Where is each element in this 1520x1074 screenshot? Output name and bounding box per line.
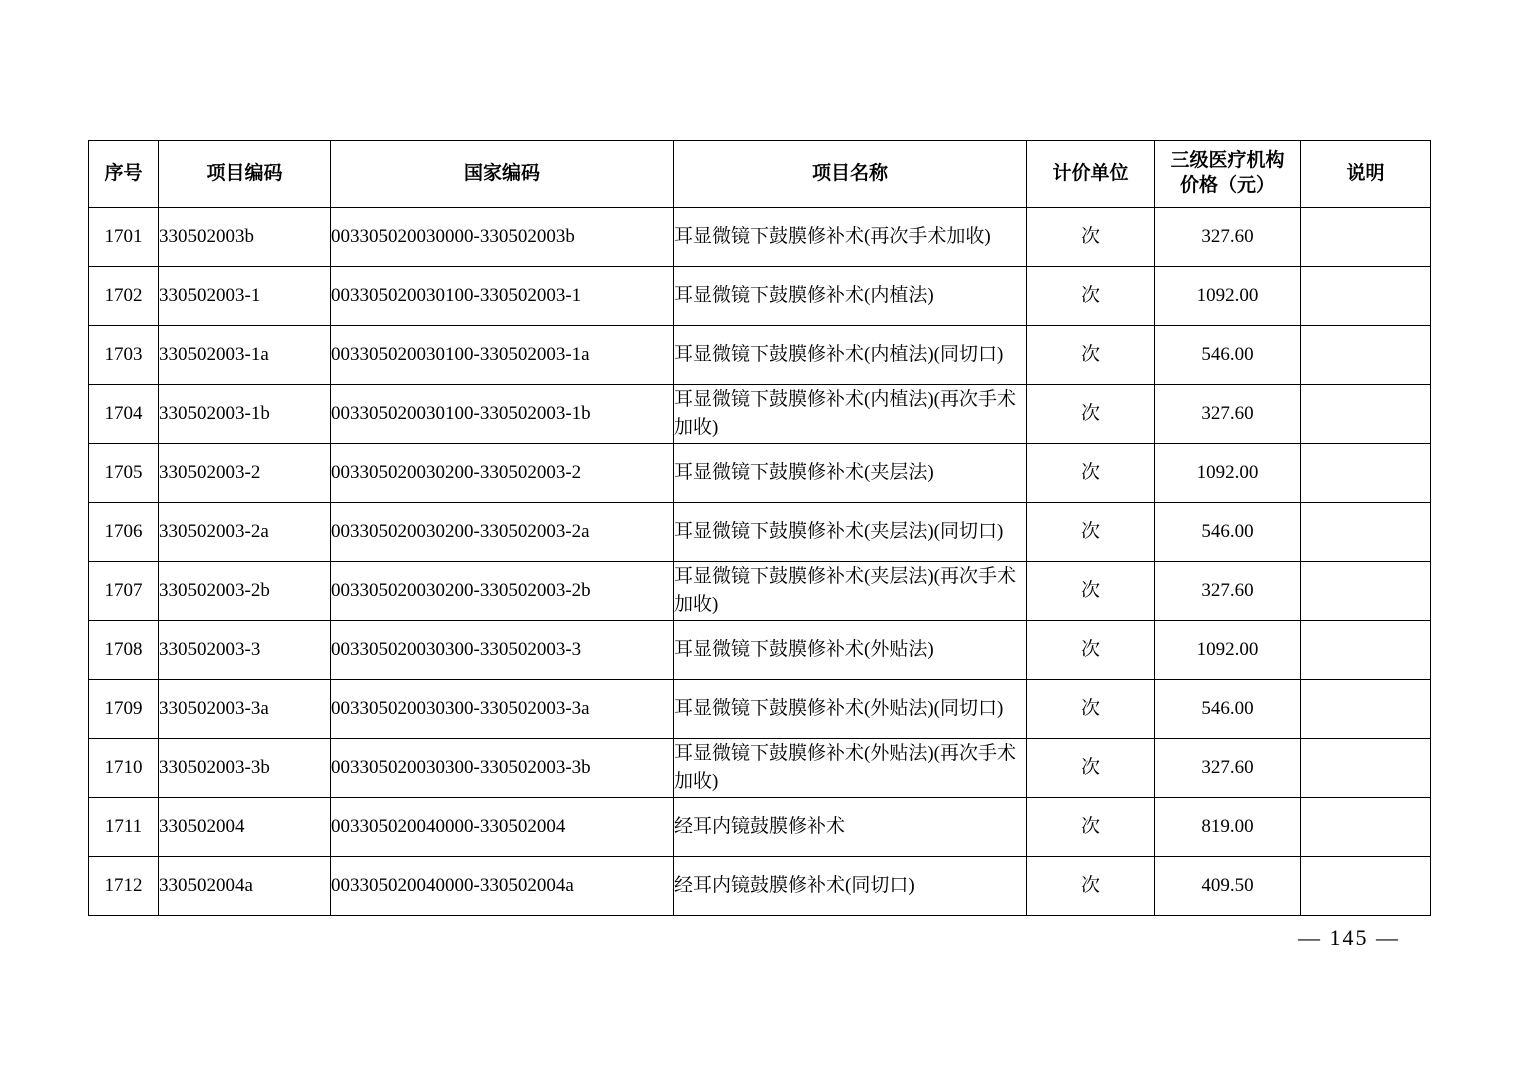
cell-seq: 1707 bbox=[89, 562, 159, 621]
cell-price: 819.00 bbox=[1155, 798, 1301, 857]
column-header-unit: 计价单位 bbox=[1027, 141, 1155, 208]
cell-unit: 次 bbox=[1027, 798, 1155, 857]
cell-national-code: 003305020030300-330502003-3b bbox=[331, 739, 674, 798]
cell-item-name: 耳显微镜下鼓膜修补术(外贴法)(同切口) bbox=[674, 680, 1027, 739]
cell-seq: 1701 bbox=[89, 208, 159, 267]
column-header-price-line1: 三级医疗机构 bbox=[1170, 150, 1285, 172]
cell-seq: 1706 bbox=[89, 503, 159, 562]
table-header bbox=[89, 141, 1431, 208]
cell-unit: 次 bbox=[1027, 562, 1155, 621]
cell-national-code: 003305020030300-330502003-3a bbox=[331, 680, 674, 739]
cell-unit: 次 bbox=[1027, 267, 1155, 326]
cell-national-code: 003305020030100-330502003-1a bbox=[331, 326, 674, 385]
table-row bbox=[89, 503, 1431, 562]
page-number: — 145 — bbox=[1298, 925, 1400, 950]
cell-national-code: 003305020030000-330502003b bbox=[331, 208, 674, 267]
table-row bbox=[89, 385, 1431, 444]
cell-price: 327.60 bbox=[1155, 385, 1301, 444]
medical-price-table bbox=[88, 140, 1431, 916]
cell-item-code: 330502003-2b bbox=[159, 562, 331, 621]
table-row bbox=[89, 798, 1431, 857]
cell-unit: 次 bbox=[1027, 680, 1155, 739]
table-row bbox=[89, 562, 1431, 621]
cell-price: 1092.00 bbox=[1155, 444, 1301, 503]
table-body bbox=[89, 208, 1431, 916]
cell-item-code: 330502003b bbox=[159, 208, 331, 267]
cell-national-code: 003305020030200-330502003-2 bbox=[331, 444, 674, 503]
table-row bbox=[89, 739, 1431, 798]
cell-national-code: 003305020030300-330502003-3 bbox=[331, 621, 674, 680]
cell-seq: 1712 bbox=[89, 857, 159, 916]
table-row bbox=[89, 621, 1431, 680]
cell-unit: 次 bbox=[1027, 326, 1155, 385]
cell-item-code: 330502003-1 bbox=[159, 267, 331, 326]
column-header-price-line2: 价格（元） bbox=[1179, 175, 1275, 196]
cell-seq: 1702 bbox=[89, 267, 159, 326]
cell-seq: 1704 bbox=[89, 385, 159, 444]
table-row bbox=[89, 857, 1431, 916]
cell-item-name: 耳显微镜下鼓膜修补术(内植法) bbox=[674, 267, 1027, 326]
cell-note bbox=[1301, 857, 1431, 916]
cell-national-code: 003305020040000-330502004 bbox=[331, 798, 674, 857]
cell-national-code: 003305020030200-330502003-2a bbox=[331, 503, 674, 562]
cell-seq: 1703 bbox=[89, 326, 159, 385]
cell-item-name: 经耳内镜鼓膜修补术 bbox=[674, 798, 1027, 857]
column-header-seq: 序号 bbox=[89, 141, 159, 208]
cell-unit: 次 bbox=[1027, 739, 1155, 798]
cell-note bbox=[1301, 562, 1431, 621]
cell-item-code: 330502004 bbox=[159, 798, 331, 857]
cell-price: 546.00 bbox=[1155, 680, 1301, 739]
cell-unit: 次 bbox=[1027, 621, 1155, 680]
cell-seq: 1711 bbox=[89, 798, 159, 857]
cell-unit: 次 bbox=[1027, 857, 1155, 916]
cell-unit: 次 bbox=[1027, 503, 1155, 562]
cell-item-code: 330502003-3 bbox=[159, 621, 331, 680]
cell-price: 327.60 bbox=[1155, 739, 1301, 798]
cell-note bbox=[1301, 680, 1431, 739]
cell-seq: 1708 bbox=[89, 621, 159, 680]
column-header-item-name: 项目名称 bbox=[674, 141, 1027, 208]
cell-item-code: 330502003-1b bbox=[159, 385, 331, 444]
cell-unit: 次 bbox=[1027, 444, 1155, 503]
cell-item-name: 耳显微镜下鼓膜修补术(再次手术加收) bbox=[674, 208, 1027, 267]
cell-note bbox=[1301, 208, 1431, 267]
cell-price: 1092.00 bbox=[1155, 621, 1301, 680]
cell-note bbox=[1301, 739, 1431, 798]
cell-item-name: 耳显微镜下鼓膜修补术(外贴法) bbox=[674, 621, 1027, 680]
cell-unit: 次 bbox=[1027, 208, 1155, 267]
cell-item-name: 经耳内镜鼓膜修补术(同切口) bbox=[674, 857, 1027, 916]
cell-note bbox=[1301, 444, 1431, 503]
cell-item-name: 耳显微镜下鼓膜修补术(内植法)(再次手术加收) bbox=[674, 385, 1027, 444]
table-row bbox=[89, 680, 1431, 739]
cell-seq: 1710 bbox=[89, 739, 159, 798]
cell-item-code: 330502003-1a bbox=[159, 326, 331, 385]
cell-note bbox=[1301, 621, 1431, 680]
cell-item-name: 耳显微镜下鼓膜修补术(外贴法)(再次手术加收) bbox=[674, 739, 1027, 798]
cell-item-name: 耳显微镜下鼓膜修补术(夹层法)(同切口) bbox=[674, 503, 1027, 562]
table-row bbox=[89, 444, 1431, 503]
price-table-container bbox=[88, 140, 1430, 916]
cell-price: 546.00 bbox=[1155, 326, 1301, 385]
cell-item-code: 330502004a bbox=[159, 857, 331, 916]
cell-price: 327.60 bbox=[1155, 562, 1301, 621]
cell-seq: 1705 bbox=[89, 444, 159, 503]
cell-note bbox=[1301, 385, 1431, 444]
cell-note bbox=[1301, 503, 1431, 562]
cell-national-code: 003305020030200-330502003-2b bbox=[331, 562, 674, 621]
cell-national-code: 003305020040000-330502004a bbox=[331, 857, 674, 916]
cell-unit: 次 bbox=[1027, 385, 1155, 444]
cell-item-code: 330502003-2 bbox=[159, 444, 331, 503]
cell-note bbox=[1301, 267, 1431, 326]
cell-item-name: 耳显微镜下鼓膜修补术(内植法)(同切口) bbox=[674, 326, 1027, 385]
table-row bbox=[89, 326, 1431, 385]
column-header-national-code: 国家编码 bbox=[331, 141, 674, 208]
cell-note bbox=[1301, 798, 1431, 857]
cell-national-code: 003305020030100-330502003-1 bbox=[331, 267, 674, 326]
cell-national-code: 003305020030100-330502003-1b bbox=[331, 385, 674, 444]
cell-seq: 1709 bbox=[89, 680, 159, 739]
table-row bbox=[89, 208, 1431, 267]
column-header-item-code: 项目编码 bbox=[159, 141, 331, 208]
cell-item-code: 330502003-2a bbox=[159, 503, 331, 562]
cell-price: 1092.00 bbox=[1155, 267, 1301, 326]
column-header-price bbox=[1155, 141, 1301, 208]
column-header-note: 说明 bbox=[1301, 141, 1431, 208]
table-row bbox=[89, 267, 1431, 326]
cell-price: 327.60 bbox=[1155, 208, 1301, 267]
cell-price: 546.00 bbox=[1155, 503, 1301, 562]
cell-note bbox=[1301, 326, 1431, 385]
cell-item-code: 330502003-3a bbox=[159, 680, 331, 739]
cell-item-code: 330502003-3b bbox=[159, 739, 331, 798]
table-header-row bbox=[89, 141, 1431, 208]
cell-item-name: 耳显微镜下鼓膜修补术(夹层法)(再次手术加收) bbox=[674, 562, 1027, 621]
cell-item-name: 耳显微镜下鼓膜修补术(夹层法) bbox=[674, 444, 1027, 503]
cell-price: 409.50 bbox=[1155, 857, 1301, 916]
